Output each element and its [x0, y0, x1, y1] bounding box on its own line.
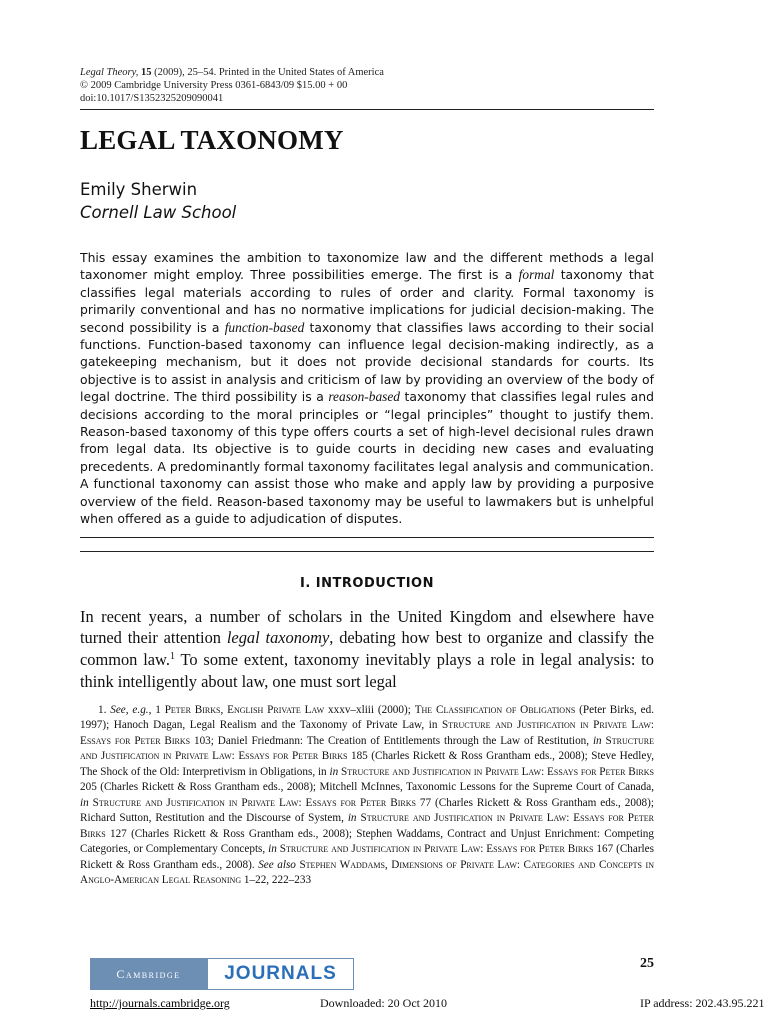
footnote-text: 185 (Charles Rickett & Ross Grantham eds., 2008); Steve Hedley, The Shock of the Old: Interpretivism in Obligations, in [80, 750, 655, 778]
cambridge-journals-logo[interactable] [90, 958, 354, 990]
author-affiliation: Cornell Law School [80, 203, 237, 222]
footnote-signal: See, e.g. [110, 703, 149, 716]
abstract-emphasis: function-based [224, 319, 305, 335]
body-text: , debating how best to organize and classify the common law. [80, 628, 654, 670]
ip-address: IP address: 202.43.95.221 [640, 996, 765, 1010]
footnote-text: 77 (Charles Rickett & Ross Grantham eds., 2008); Richard Sutton, Restitution and the Discourse of System, [80, 796, 654, 825]
footnote-smallcaps: Structure and Justification in Private Law: Essays for Peter Birks [80, 812, 654, 840]
download-date: Downloaded: 20 Oct 2010 [320, 996, 447, 1010]
header-rule [80, 109, 654, 110]
footnote-text: 1–22, 222–233 [241, 874, 312, 887]
divider-rule [80, 551, 654, 552]
body-text: In recent years, a number of scholars in the United Kingdom and elsewhere have turned their attention [80, 606, 654, 648]
journal-volume: 15 [140, 67, 152, 78]
footnote-smallcaps: Stephen Waddams, Dimensions of Private Law: Categories and Concepts in Anglo-American Legal Reasoning [80, 858, 654, 887]
footnote-signal: See also [258, 858, 296, 871]
doi-line: doi:10.1017/S1352325209090041 [80, 93, 224, 104]
abstract [80, 249, 654, 528]
footnote-smallcaps: Structure and Justification in Private Law: Essays for Peter Birks [88, 796, 416, 809]
footnote-signal: in [268, 843, 277, 856]
abstract-divider [80, 537, 654, 552]
download-footer [0, 996, 768, 1016]
article-page [80, 66, 655, 971]
footnote-text: 103; Daniel Friedmann: The Creation of Entitlements through the Law of Restitution, [190, 734, 593, 747]
footnote-signal: in [329, 765, 339, 778]
footnote-text: 205 (Charles Rickett & Ross Grantham eds., 2008); Mitchell McInnes, Taxonomic Lessons for the Supreme Court of Canada, [80, 781, 654, 794]
body-text: To some extent, taxonomy inevitably plays a role in legal analysis: to think intelligently about law, one must sort legal [80, 650, 655, 691]
journals-link[interactable]: http://journals.cambridge.org [90, 996, 230, 1010]
footnote-text: , 1 [148, 703, 165, 716]
footnote-signal: in [592, 734, 602, 747]
body-emphasis: legal taxonomy [226, 628, 330, 648]
footnote-smallcaps: Structure and Justification in Private Law: Essays for Peter Birks [80, 719, 654, 747]
journal-header [80, 66, 654, 105]
divider-rule [80, 537, 654, 538]
footnote-text: (Peter Birks, ed. 1997); Hanoch Dagan, Legal Realism and the Taxonomy of Private Law, in [80, 703, 654, 732]
abstract-text: taxonomy that classifies laws according to their social functions. Function-based taxonomy can influence legal decision-making indirectly, as a gatekeeping mechanism, but it does not provide decisional standards for courts. Its objective is to assist in analysis and criticism of law by providing an overview of the body of legal doctrine. The third possibility is a [80, 319, 654, 405]
copyright-line: © 2009 Cambridge University Press 0361-6843/09 $15.00 + 00 [80, 80, 348, 91]
logo-journals: JOURNALS [207, 958, 354, 990]
footnote-text: 127 (Charles Rickett & Ross Grantham eds., 2008); Stephen Waddams, Contract and Unjust Enrichment: Competing Categories, or Complementary Concepts, [80, 827, 654, 856]
journal-name: Legal Theory, [80, 67, 139, 78]
footnote-marker[interactable]: 1 [169, 651, 175, 663]
footnote-text: 167 (Charles Rickett & Ross Grantham eds., 2008). [80, 843, 654, 871]
section-heading: I. INTRODUCTION [300, 575, 434, 591]
journal-pages: (2009), 25–54. Printed in the United States of America [151, 67, 384, 78]
footnote-smallcaps: Peter Birks, English Private Law [164, 703, 325, 716]
abstract-emphasis: reason-based [328, 389, 400, 405]
footnote-signal: in [347, 812, 357, 825]
abstract-text: This essay examines the ambition to taxonomize law and the different methods a legal taxonomer might employ. Three possibilities emerge. The first is a [80, 250, 654, 283]
footnote-smallcaps: Structure and Justification in Private Law: Essays for Peter Birks [276, 843, 594, 856]
footnote-signal: in [80, 796, 89, 809]
article-title: LEGAL TAXONOMY [80, 125, 344, 155]
abstract-text: taxonomy that classifies legal rules and decisions according to the moral principles or “legal principles” thought to justify them. Reason-based taxonomy of this type offers courts a set of high-level decisional rules drawn from legal data. Its objective is to guide courts in deciding new cases and evaluating precedents. A predominantly formal taxonomy facilitates legal analysis and communication. A functional taxonomy can assist those who make and apply law by providing a purposive overview of the field. Reason-based taxonomy may be useful to lawmakers but is unhelpful when offered as a guide to adjudication of disputes. [80, 389, 654, 527]
footnote-text: xxxv–xliii (2000); [324, 703, 415, 716]
journal-citation [80, 66, 654, 79]
footnote-number: 1. [98, 703, 107, 716]
footnote-smallcaps: Structure and Justification in Private Law: Essays for Peter Birks [338, 765, 654, 778]
abstract-emphasis: formal [518, 267, 555, 283]
footnote-smallcaps: Structure and Justification in Private Law: Essays for Peter Birks [80, 734, 654, 763]
footnote-smallcaps: The Classification of Obligations [414, 703, 576, 716]
page-number: 25 [640, 956, 654, 971]
abstract-text: taxonomy that classifies legal materials according to rules of order and clarity. Formal taxonomy is primarily conventional and has no normative implications for judicial decision-making. The second possibility is a [80, 267, 654, 335]
author-name: Emily Sherwin [80, 180, 198, 199]
intro-paragraph [80, 606, 654, 693]
footnote [80, 703, 654, 889]
logo-cambridge: Cambridge [90, 958, 207, 990]
